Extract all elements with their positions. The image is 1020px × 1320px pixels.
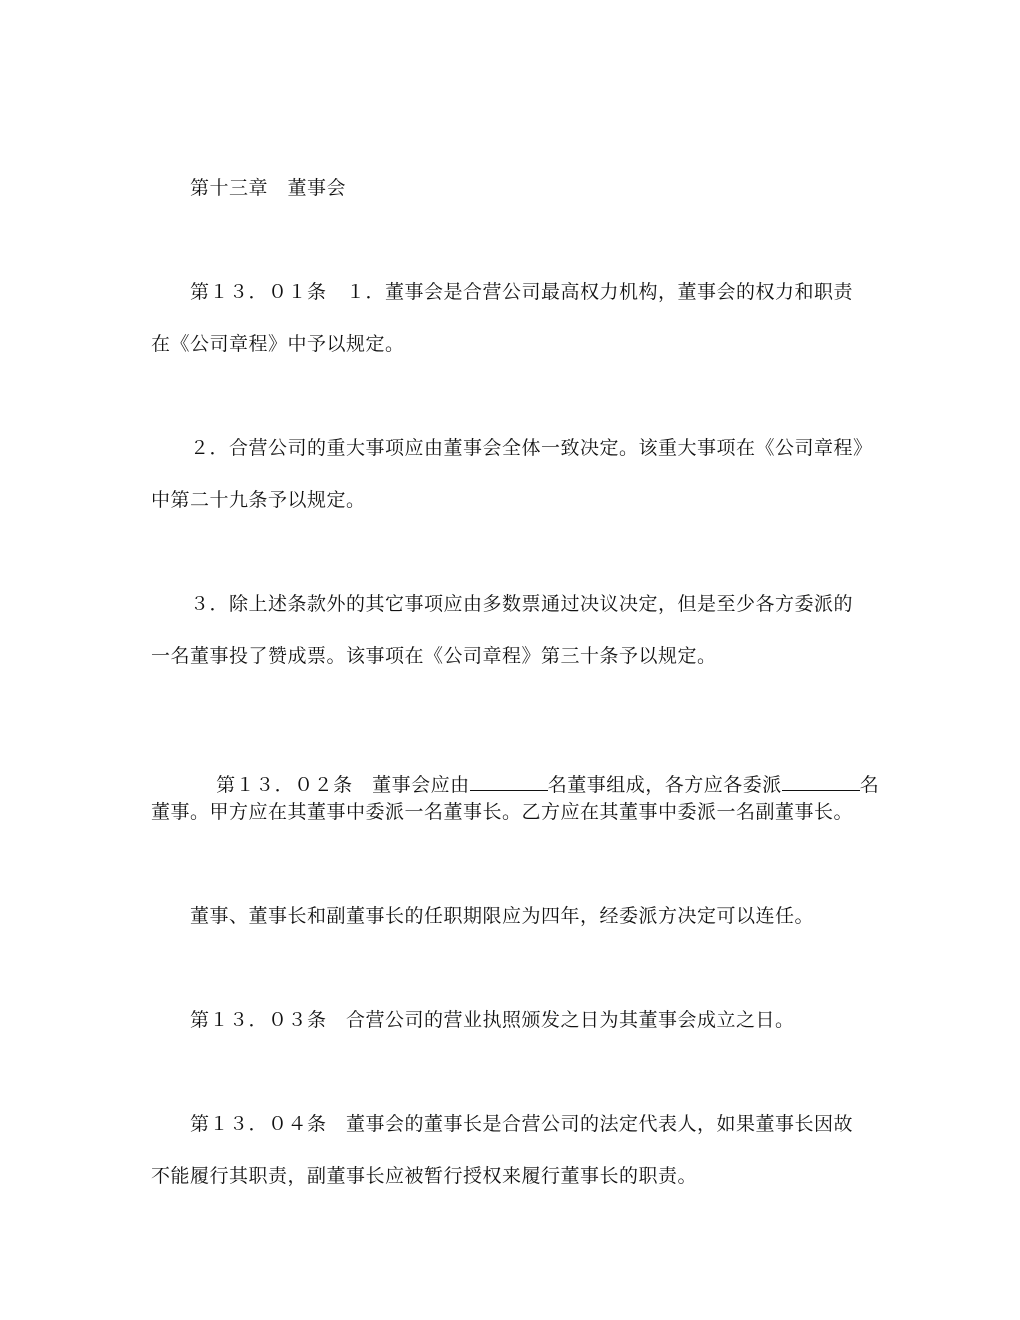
para-2-line2: 中第二十九条予以规定。	[151, 489, 366, 511]
article-13-02-part2: 名董事组成，各方应各委派	[547, 774, 782, 796]
article-13-04-line1: 第１３．０４条 董事会的董事长是合营公司的法定代表人，如果董事长因故	[190, 1113, 854, 1135]
fill-in-blank-director-count[interactable]	[470, 772, 548, 791]
article-13-02-part3: 名	[859, 774, 880, 796]
article-13-01-line2: 在《公司章程》中予以规定。	[151, 333, 405, 355]
article-13-01-line1: 第１３．０１条 １．董事会是合营公司最高权力机构，董事会的权力和职责	[190, 281, 854, 303]
article-13-04-line2: 不能履行其职责，副董事长应被暂行授权来履行董事长的职责。	[151, 1165, 698, 1187]
para-2-line1: ２．合营公司的重大事项应由董事会全体一致决定。该重大事项在《公司章程》	[190, 437, 873, 459]
chapter-title: 第十三章 董事会	[190, 177, 347, 199]
article-13-02-part1: 第１３．０２条 董事会应由	[216, 774, 470, 796]
article-13-02-line2: 董事。甲方应在其董事中委派一名董事长。乙方应在其董事中委派一名副董事长。	[151, 801, 854, 823]
term-paragraph: 董事、董事长和副董事长的任职期限应为四年，经委派方决定可以连任。	[190, 905, 815, 927]
fill-in-blank-appointed-count[interactable]	[782, 772, 860, 791]
para-3-line1: ３．除上述条款外的其它事项应由多数票通过决议决定，但是至少各方委派的	[190, 593, 854, 615]
para-3-line2: 一名董事投了赞成票。该事项在《公司章程》第三十条予以规定。	[151, 645, 717, 667]
article-13-03: 第１３．０３条 合营公司的营业执照颁发之日为其董事会成立之日。	[190, 1009, 795, 1031]
